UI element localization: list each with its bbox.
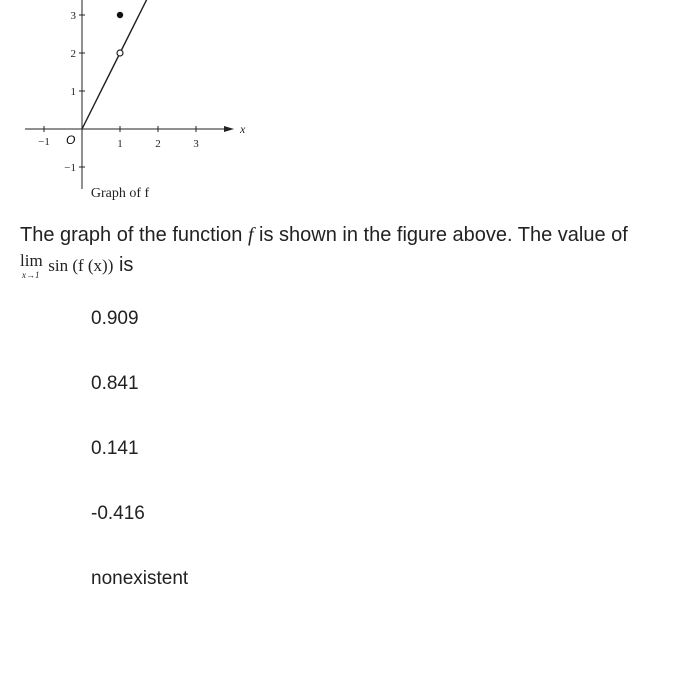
series-line — [82, 0, 158, 129]
question-text — [20, 220, 665, 281]
x-axis-label: x — [240, 122, 246, 136]
x-tick-label: 1 — [117, 138, 123, 150]
y-tick-label: −1 — [64, 162, 76, 174]
answer-option-e[interactable]: nonexistent — [91, 568, 189, 589]
limit-expression: sin (f (x)) — [48, 256, 114, 275]
limit-subscript: x→1 — [22, 270, 40, 280]
y-tick-label: 1 — [70, 86, 76, 98]
answer-option-c[interactable]: 0.141 — [91, 438, 139, 459]
function-name: f — [247, 224, 254, 246]
limit-operator — [20, 252, 43, 280]
axes — [25, 0, 234, 189]
ticks — [38, 0, 199, 174]
open-point — [117, 50, 123, 56]
x-tick-label: 2 — [155, 138, 161, 150]
origin-label: O — [66, 133, 76, 147]
answer-option-b[interactable]: 0.841 — [91, 373, 139, 394]
y-tick-label: 3 — [70, 10, 76, 22]
graph-of-f — [0, 0, 260, 210]
question-end: is — [113, 254, 134, 276]
closed-point — [117, 12, 123, 18]
answer-option-a[interactable]: 0.909 — [91, 308, 139, 329]
series-layer — [82, 0, 158, 129]
question-middle: is shown in the figure above. The value of — [253, 224, 628, 246]
x-tick-label: 3 — [193, 138, 199, 150]
x-axis-arrow — [224, 126, 234, 132]
graph-caption: Graph of f — [90, 186, 150, 201]
answer-option-d[interactable]: -0.416 — [91, 503, 145, 524]
question-intro: The graph of the function — [20, 224, 248, 246]
y-tick-label: 2 — [70, 48, 76, 60]
limit-word: lim — [20, 251, 43, 270]
x-tick-label: −1 — [38, 136, 50, 148]
